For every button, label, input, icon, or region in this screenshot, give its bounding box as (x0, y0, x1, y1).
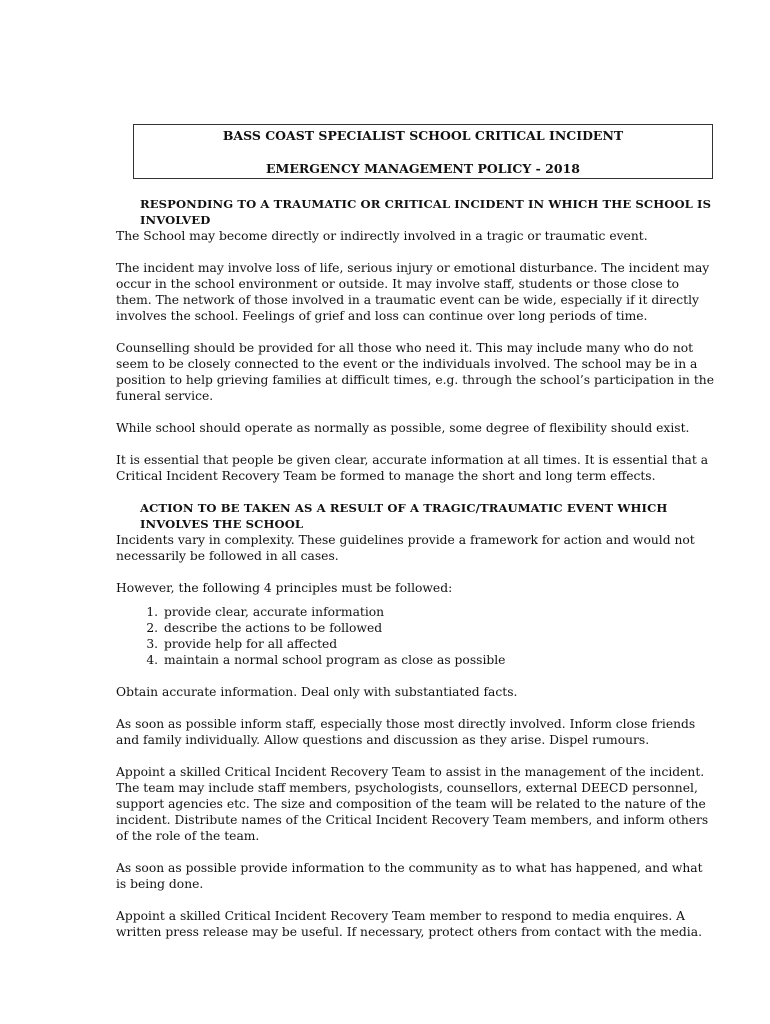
title-box (133, 124, 713, 179)
paragraph: Incidents vary in complexity. These guidelines provide a framework for action and would not necessarily be followed in all cases. (116, 533, 695, 563)
paragraph: The incident may involve loss of life, serious injury or emotional disturbance. The incident may occur in the school environment or outside. It may involve staff, students or those close to them. The network of those involved in a traumatic event can be wide, especially if it directly involves the school. Feelings of grief and loss can continue over long periods of time. (116, 261, 710, 323)
list-item: 3. provide help for all affected (162, 636, 716, 652)
paragraph: As soon as possible provide information to the community as to what has happened, and what is being done. (116, 861, 703, 891)
paragraph: The School may become directly or indirectly involved in a tragic or traumatic event. (116, 229, 648, 243)
section-heading-action: ACTION TO BE TAKEN AS A RESULT OF A TRAGIC/TRAUMATIC EVENT WHICH INVOLVES THE SCHOOL (140, 501, 668, 531)
principles-list (116, 604, 716, 668)
paragraph: While school should operate as normally as possible, some degree of flexibility should exist. (116, 421, 690, 435)
document-subtitle: EMERGENCY MANAGEMENT POLICY - 2018 (266, 161, 580, 176)
list-item: 4. maintain a normal school program as close as possible (162, 652, 716, 668)
list-item: 1. provide clear, accurate information (162, 604, 716, 620)
paragraph: It is essential that people be given clear, accurate information at all times. It is essential that a Critical Incident Recovery Team be formed to manage the short and long term effects. (116, 453, 709, 483)
paragraph: Obtain accurate information. Deal only with substantiated facts. (116, 685, 518, 699)
paragraph: Appoint a skilled Critical Incident Recovery Team to assist in the management of the incident. The team may include staff members, psychologists, counsellors, external DEECD personnel, support agencies etc. The size and composition of the team will be related to the nature of the incident. Distribute names of the Critical Incident Recovery Team members, and inform others of the role of the team. (116, 765, 709, 843)
document-body (116, 196, 716, 956)
section-heading-responding: RESPONDING TO A TRAUMATIC OR CRITICAL INCIDENT IN WHICH THE SCHOOL IS INVOLVED (140, 197, 712, 227)
paragraph: As soon as possible inform staff, especially those most directly involved. Inform close friends and family individually. Allow questions and discussion as they arise. Dispel rumours. (116, 717, 696, 747)
paragraph: Counselling should be provided for all those who need it. This may include many who do not seem to be closely connected to the event or the individuals involved. The school may be in a position to help grieving families at difficult times, e.g. through the school’s participation in the funeral service. (116, 341, 715, 403)
document-title: BASS COAST SPECIALIST SCHOOL CRITICAL INCIDENT (222, 128, 624, 143)
paragraph: Appoint a skilled Critical Incident Recovery Team member to respond to media enquires. A written press release may be useful. If necessary, protect others from contact with the media. (116, 909, 702, 939)
paragraph: However, the following 4 principles must be followed: (116, 581, 453, 595)
list-item: 2. describe the actions to be followed (162, 620, 716, 636)
